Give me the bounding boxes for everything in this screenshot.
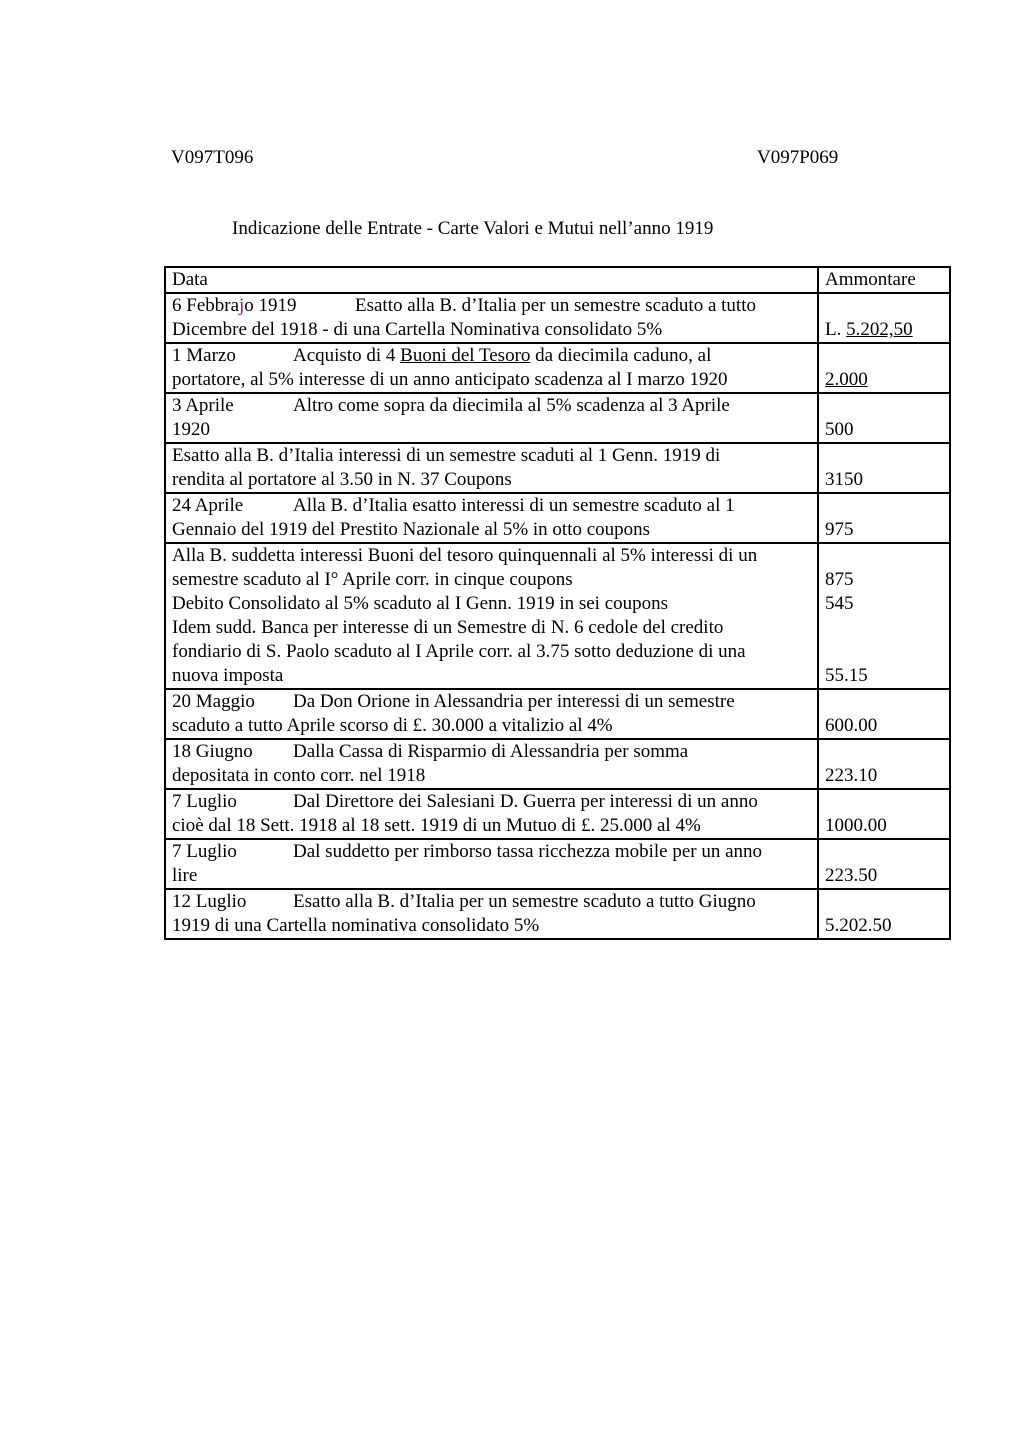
entry-text-line: 1919 di una Cartella nominativa consolidato 5%: [172, 915, 540, 936]
entry-amount: 975: [818, 493, 950, 543]
entry-text-line: fondiario di S. Paolo scaduto al I Aprile corr. al 3.75 sotto deduzione di una: [172, 641, 746, 662]
entry-text-line: rendita al portatore al 3.50 in N. 37 Coupons: [172, 469, 512, 490]
income-table: [164, 266, 951, 940]
entry-text-line: Dal Direttore dei Salesiani D. Guerra per interessi di un anno: [293, 791, 758, 812]
entry-amount-line: 55.15: [825, 665, 868, 686]
document-code-left: V097T096: [171, 147, 254, 168]
column-header-data: Data: [165, 267, 818, 293]
table-row: [165, 889, 950, 939]
entry-text-line: Alla B. d’Italia esatto interessi di un semestre scaduto al 1: [293, 495, 735, 516]
entry-description: [165, 889, 818, 939]
table-row: [165, 443, 950, 493]
entry-text-line: scaduto a tutto Aprile scorso di £. 30.000 a vitalizio al 4%: [172, 715, 613, 736]
entry-text-line: Da Don Orione in Alessandria per interessi di un semestre: [293, 691, 735, 712]
entry-amount: 1000.00: [818, 789, 950, 839]
entry-date: 7 Luglio: [172, 791, 237, 812]
entry-description: [165, 543, 818, 689]
entry-text-line: nuova imposta: [172, 665, 284, 686]
entry-text-line: Dalla Cassa di Risparmio di Alessandria per somma: [293, 741, 689, 762]
entry-amount-line: 545: [825, 593, 854, 614]
document-title: Indicazione delle Entrate - Carte Valori e Mutui nell’anno 1919: [232, 218, 714, 239]
entry-text-line: depositata in conto corr. nel 1918: [172, 765, 426, 786]
entry-date: 6 Febbrajo 1919: [172, 295, 297, 316]
table-row: [165, 739, 950, 789]
table-row: [165, 789, 950, 839]
entry-date: 12 Luglio: [172, 891, 247, 912]
entry-amount: 2.000: [818, 343, 950, 393]
table-row: [165, 393, 950, 443]
entry-date: 7 Luglio: [172, 841, 237, 862]
entry-description: [165, 293, 818, 343]
entry-text-line: Esatto alla B. d’Italia per un semestre scaduto a tutto Giugno: [293, 891, 756, 912]
entry-amount: 3150: [818, 443, 950, 493]
table-row: [165, 343, 950, 393]
entry-amount-line: 875: [825, 569, 854, 590]
entry-amount: 600.00: [818, 689, 950, 739]
entry-amount: L. 5.202,50: [818, 293, 950, 343]
entry-amount: 5.202.50: [818, 889, 950, 939]
entry-description: 1 Marzo Acquisto di 4 Buoni del Tesoro da diecimila caduno, al portatore, al 5% interesse di un anno anticipato scadenza al I marzo 1920: [165, 343, 818, 393]
entry-description: [165, 739, 818, 789]
entry-text-line: Dal suddetto per rimborso tassa ricchezza mobile per un anno: [293, 841, 763, 862]
entry-text-line: Idem sudd. Banca per interesse di un Semestre di N. 6 cedole del credito: [172, 617, 724, 638]
entry-amount: 223.10: [818, 739, 950, 789]
column-header-amount: Ammontare: [818, 267, 950, 293]
entry-text-line: Alla B. suddetta interessi Buoni del tesoro quinquennali al 5% interessi di un: [172, 545, 758, 566]
entry-description: [165, 839, 818, 889]
entry-date: 1 Marzo: [172, 345, 236, 366]
entry-text-line: Dicembre del 1918 - di una Cartella Nominativa consolidato 5%: [172, 319, 663, 340]
entry-text-line: Debito Consolidato al 5% scaduto al I Genn. 1919 in sei coupons: [172, 593, 669, 614]
entry-date: 18 Giugno: [172, 741, 253, 762]
table-header-row: [165, 267, 950, 293]
entry-text-line: Altro come sopra da diecimila al 5% scadenza al 3 Aprile: [293, 395, 730, 416]
table-row: [165, 293, 950, 343]
entry-date: 24 Aprile: [172, 495, 244, 516]
table-row: [165, 493, 950, 543]
table-row: [165, 839, 950, 889]
entry-text-line: 1920: [172, 419, 210, 440]
entry-text-line: Esatto alla B. d’Italia interessi di un semestre scaduti al 1 Genn. 1919 di: [172, 445, 721, 466]
entry-text-line: Esatto alla B. d’Italia per un semestre scaduto a tutto: [355, 295, 756, 316]
entry-description: [165, 689, 818, 739]
document-code-right: V097P069: [757, 147, 839, 168]
entry-amount: 223.50: [818, 839, 950, 889]
entry-amount: [818, 543, 950, 689]
entry-description: [165, 393, 818, 443]
entry-date: 3 Aprile: [172, 395, 234, 416]
entry-text-line: portatore, al 5% interesse di un anno anticipato scadenza al I marzo 1920: [172, 369, 728, 390]
entry-description: [165, 493, 818, 543]
entry-description: [165, 443, 818, 493]
entry-text-line: lire: [172, 865, 198, 886]
entry-text-line: semestre scaduto al I° Aprile corr. in cinque coupons: [172, 569, 573, 590]
entry-text-line: Gennaio del 1919 del Prestito Nazionale al 5% in otto coupons: [172, 519, 651, 540]
entry-date: 20 Maggio: [172, 691, 255, 712]
entry-amount: 500: [818, 393, 950, 443]
entry-text-line: cioè dal 18 Sett. 1918 al 18 sett. 1919 di un Mutuo di £. 25.000 al 4%: [172, 815, 701, 836]
table-row: [165, 689, 950, 739]
table-row: [165, 543, 950, 689]
entry-description: [165, 789, 818, 839]
